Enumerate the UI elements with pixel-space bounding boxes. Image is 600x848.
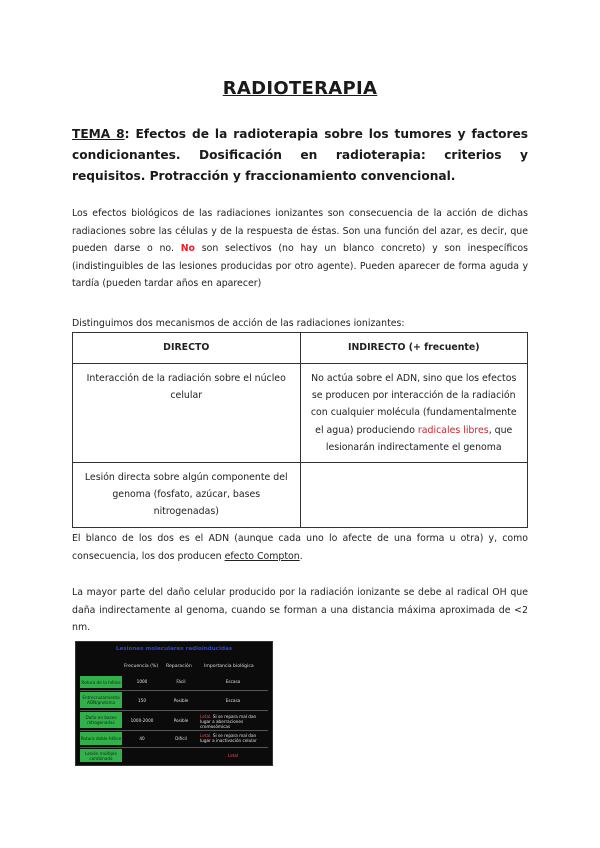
figure-divider [80,747,268,748]
figure-row-label: Entrecruzamiento ADN/proteína [80,692,122,708]
figure-cell [200,753,266,758]
paragraph-intro-end: son selectivos (no hay un blanco concreto) y son inespecíficos (indistinguibles de las lesiones producidas por otro agente). Pueden aparecer de forma aguda y tardía (pueden tardar años en aparecer) [72,243,528,290]
header-indirect: INDIRECTO (+ frecuente) [300,333,528,364]
figure-row-label: Rotura doble hélice [80,732,122,745]
topic-text: : Efectos de la radioterapia sobre los tumores y factores condicionantes. Dosificación en radioterapia: criterios y requisitos. Protracción y fraccionamiento convencional. [72,127,528,183]
mechanisms-table [72,332,528,528]
paragraph-intro-start: Los efectos biológicos de las radiaciones ionizantes son consecuencia de la acción de dichas radiaciones sobre las células y de la respuesta de éstas. Son una función del azar, es decir, que pueden darse o no. [72,208,528,255]
lethal-label: Letal. [200,733,212,738]
lethal-label: Letal. [200,714,212,719]
figure-cell: Fácil [176,679,186,684]
paragraph-target-start: El blanco de los dos es el ADN (aunque cada uno lo afecte de una forma u otra) y, como consecuencia, los dos producen [72,533,528,562]
indirect-cell-2 [300,463,528,528]
lethal-label: Letal [227,753,239,758]
paragraph-target [72,530,528,565]
figure-row-label: Lesión múltiple combinada [80,749,122,762]
paragraph-oh-radical: La mayor parte del daño celular producido por la radiación ionizante se debe al radical OH que daña indirectamente al genoma, cuando se forman a una distancia máxima aproximada de <2 nm. [72,587,528,634]
header-direct: DIRECTO [73,333,301,364]
indirect-cell-1-end: , que lesionarán indirectamente el genoma [325,424,513,453]
figure-divider [80,710,268,711]
figure-col-importance: Importancia biológica [204,664,254,669]
figure-cell: 1000-2000 [130,718,154,723]
no-highlight: No [180,243,195,255]
indirect-cell-1-start: No actúa sobre el ADN, sino que los efectos se producen por interacción de la radiación con cualquier molécula (fundamentalmente el agua) produciendo [310,373,517,436]
figure-title: Lesiones moleculares radioinducidas [115,646,233,652]
compton-effect-link[interactable]: efecto Compton [224,550,300,562]
figure-col-repair: Reparación [166,664,192,669]
paragraph-target-end: . [299,550,303,562]
figure-cell [200,714,268,729]
figure-cell: 40 [139,736,145,741]
free-radicals-highlight: radicales libres [417,424,489,436]
figure-divider [80,730,268,731]
figure-cell-text: Si se repara mal dan lugar a aberraciones cromosómicas [200,714,257,729]
figure-cell: Difícil [175,736,187,741]
figure-row-label: Daño en bases nitrogenadas [80,712,122,728]
figure-cell [200,733,268,743]
direct-cell-1: Interacción de la radiación sobre el núcleo celular [73,364,301,463]
figure-row-label: Rotura de la hélice [80,676,122,688]
paragraph-intro [72,205,528,293]
figure-cell: Posible [173,698,189,703]
figure-divider [80,690,268,691]
table-intro: Distinguimos dos mecanismos de acción de las radiaciones ionizantes: [72,318,405,329]
figure-col-frequency: Frecuencia (%) [124,664,159,669]
figure-cell: 1000 [136,679,148,684]
direct-cell-2: Lesión directa sobre algún componente del genoma (fosfato, azúcar, bases nitrogenadas) [73,463,301,528]
figure-cell: Escasa [225,679,241,684]
topic-label: TEMA 8 [72,127,125,141]
indirect-cell-1 [300,364,528,463]
figure-cell: Escasa [225,698,241,703]
topic-heading [72,124,528,187]
page-title: RADIOTERAPIA [222,78,378,99]
lesions-figure [75,641,273,766]
figure-cell: Posible [173,718,189,723]
figure-cell: 150 [138,698,146,703]
figure-cell-text: Si se repara mal dan lugar a inactivación celular [200,733,257,743]
